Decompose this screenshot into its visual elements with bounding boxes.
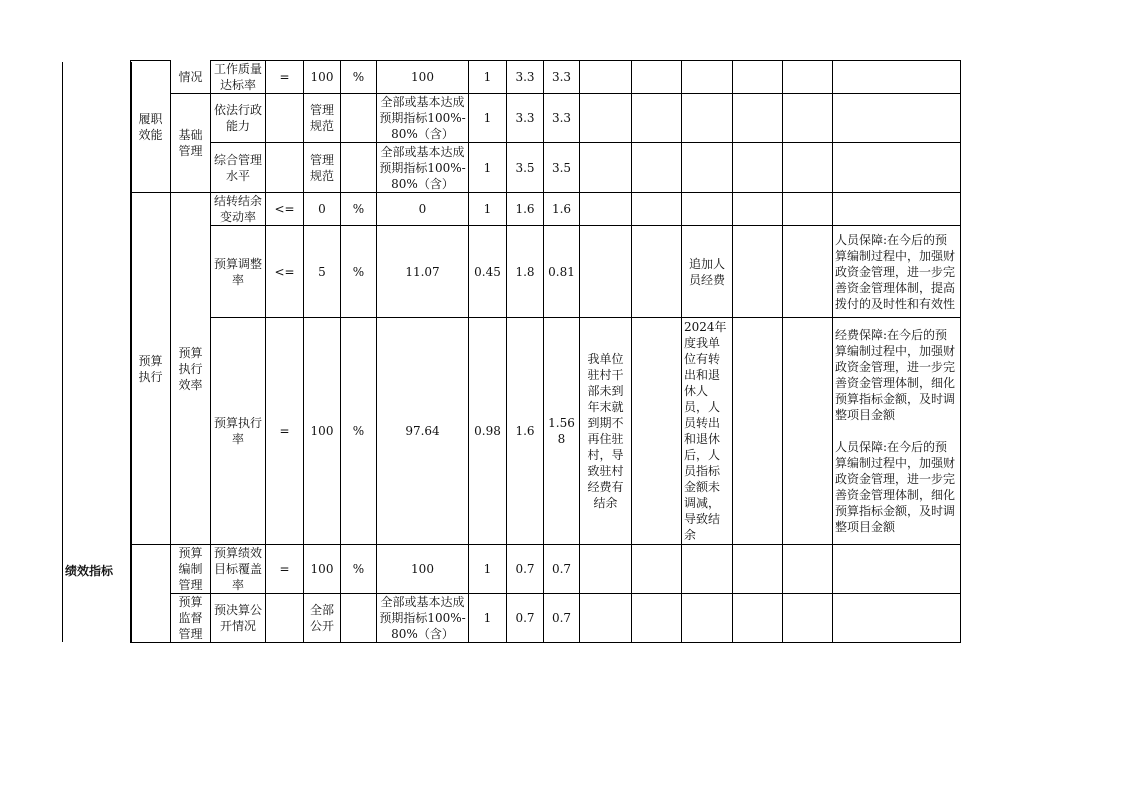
points-cell: 1.6 [507, 193, 544, 226]
level3-cell: 基础管理 [171, 94, 211, 193]
table-row [131, 318, 961, 545]
points-cell: 1.8 [507, 226, 544, 318]
weight-cell: 1 [469, 143, 507, 193]
improvement-measure-cell: 经费保障:在今后的预算编制过程中，加强财政资金管理，进一步完善资金管理体制，细化预算指标金额，及时调整项目金额 人员保障:在今后的预算编制过程中，加强财政资金管理，进一步完善资金管理体制，细化预算指标金额，及时调整项目金额 [833, 318, 961, 545]
indicator-name-cell: 依法行政能力 [211, 94, 266, 143]
actual-cell: 100 [377, 545, 469, 594]
actual-cell: 100 [377, 61, 469, 94]
level2-cell: 履职效能 [131, 61, 171, 193]
target-cell: 全部公开 [304, 594, 341, 643]
weight-cell: 0.45 [469, 226, 507, 318]
actual-cell: 全部或基本达成预期指标100%-80%（含） [377, 94, 469, 143]
target-cell: 100 [304, 318, 341, 545]
level3-cell: 情况 [171, 61, 211, 94]
level3-cell: 预算编制管理 [171, 545, 211, 594]
score-cell: 0.81 [544, 226, 580, 318]
deviation-reason-cell: 2024年度我单位有转出和退休人员，人员转出和退休后，人员指标金额未调减，导致结余 [682, 318, 733, 545]
level3-cell: 预算监督管理 [171, 594, 211, 643]
level3-cell: 预算执行效率 [171, 193, 211, 545]
target-cell: 管理规范 [304, 143, 341, 193]
target-cell: 100 [304, 61, 341, 94]
operator-cell [266, 143, 304, 193]
improvement-measure-cell: 人员保障:在今后的预算编制过程中，加强财政资金管理，进一步完善资金管理体制，提高拨付的及时性和有效性 [833, 226, 961, 318]
actual-cell: 97.64 [377, 318, 469, 545]
table-row [131, 61, 961, 94]
indicator-name-cell: 工作质量达标率 [211, 61, 266, 94]
indicator-name-cell: 结转结余变动率 [211, 193, 266, 226]
score-cell: 1.568 [544, 318, 580, 545]
unit-cell: % [341, 318, 377, 545]
indicator-name-cell: 综合管理水平 [211, 143, 266, 193]
target-cell: 0 [304, 193, 341, 226]
score-cell: 1.6 [544, 193, 580, 226]
operator-cell: = [266, 61, 304, 94]
actual-cell: 全部或基本达成预期指标100%-80%（含） [377, 143, 469, 193]
score-cell: 3.3 [544, 94, 580, 143]
points-cell: 0.7 [507, 594, 544, 643]
score-cell: 3.3 [544, 61, 580, 94]
weight-cell: 1 [469, 94, 507, 143]
points-cell: 3.5 [507, 143, 544, 193]
table-row [131, 94, 961, 143]
target-cell: 管理规范 [304, 94, 341, 143]
points-cell: 1.6 [507, 318, 544, 545]
points-cell: 3.3 [507, 94, 544, 143]
level1-column [62, 62, 132, 642]
operator-cell: <= [266, 193, 304, 226]
operator-cell: = [266, 545, 304, 594]
target-cell: 5 [304, 226, 341, 318]
operator-cell: <= [266, 226, 304, 318]
indicator-name-cell: 预算绩效目标覆盖率 [211, 545, 266, 594]
unit-cell [341, 143, 377, 193]
target-cell: 100 [304, 545, 341, 594]
level1-label: 绩效指标 [65, 564, 114, 578]
performance-indicator-table [130, 60, 961, 643]
table-row [131, 594, 961, 643]
actual-cell: 11.07 [377, 226, 469, 318]
actual-cell: 全部或基本达成预期指标100%-80%（含） [377, 594, 469, 643]
score-cell: 0.7 [544, 594, 580, 643]
deviation-reason-cell: 我单位驻村干部未到年末就到期不再住驻村，导致驻村经费有结余 [580, 318, 632, 545]
unit-cell: % [341, 61, 377, 94]
table-row [131, 226, 961, 318]
table-row [131, 545, 961, 594]
unit-cell: % [341, 193, 377, 226]
operator-cell: = [266, 318, 304, 545]
unit-cell [341, 594, 377, 643]
points-cell: 0.7 [507, 545, 544, 594]
indicator-name-cell: 预算调整率 [211, 226, 266, 318]
indicator-name-cell: 预决算公开情况 [211, 594, 266, 643]
weight-cell: 1 [469, 545, 507, 594]
score-cell: 3.5 [544, 143, 580, 193]
level2-cell: 预算执行 [131, 193, 171, 545]
unit-cell: % [341, 226, 377, 318]
weight-cell: 0.98 [469, 318, 507, 545]
weight-cell: 1 [469, 61, 507, 94]
weight-cell: 1 [469, 594, 507, 643]
operator-cell [266, 594, 304, 643]
actual-cell: 0 [377, 193, 469, 226]
weight-cell: 1 [469, 193, 507, 226]
deviation-reason-cell: 追加人员经费 [682, 226, 733, 318]
unit-cell: % [341, 545, 377, 594]
score-cell: 0.7 [544, 545, 580, 594]
operator-cell [266, 94, 304, 143]
indicator-name-cell: 预算执行率 [211, 318, 266, 545]
table-row [131, 143, 961, 193]
unit-cell [341, 94, 377, 143]
table-row [131, 193, 961, 226]
points-cell: 3.3 [507, 61, 544, 94]
